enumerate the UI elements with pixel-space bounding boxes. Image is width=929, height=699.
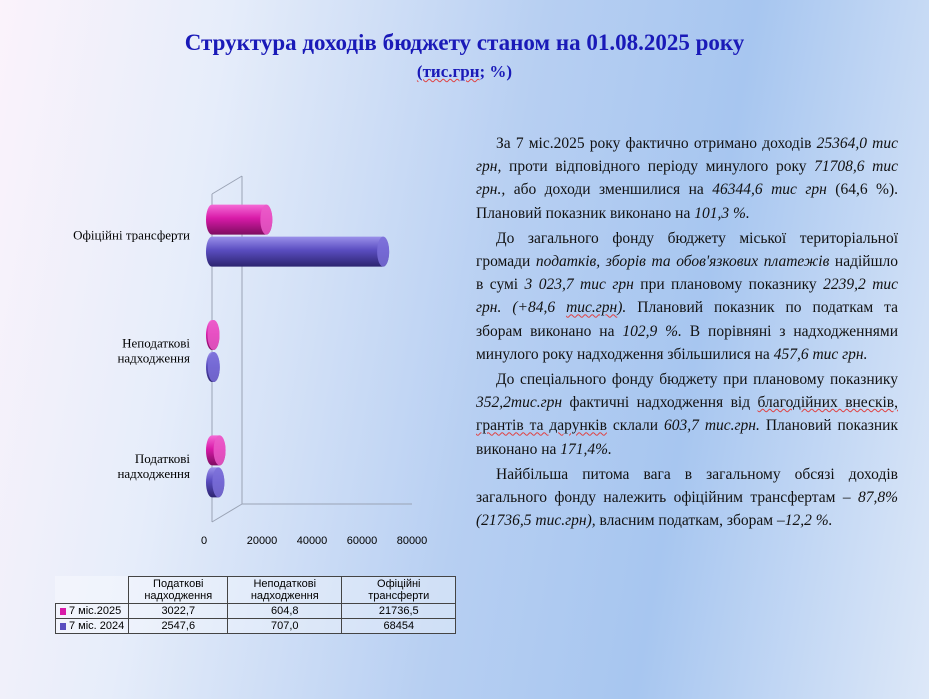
legend-swatch-magenta — [60, 608, 66, 615]
category-label: Податкові надходження — [117, 450, 190, 481]
chart-category-labels — [73, 228, 190, 481]
table-cell: 604,8 — [228, 604, 342, 619]
frame-edge — [212, 176, 242, 194]
bar-cap — [208, 320, 220, 350]
table-header: Податкові надходження — [129, 577, 228, 604]
chart-x-tick-labels — [201, 535, 427, 547]
summary-paragraph: До загального фонду бюджету міської територіальної громади податків, зборів та обов'язкових платежів надійшло в сумі 3 023,7 тис грн при плановому показнику 2239,2 тис грн. (+84,6 тис.грн). Плановий показник по податкам та зборам виконано на 102,9 %. В порівняні з надходженнями минулого року надходження збільшилися на 457,6 тис грн. — [476, 229, 899, 363]
x-tick-label: 60000 — [346, 535, 378, 547]
bar-cap — [212, 467, 224, 497]
legend-key-2024: 7 міс. 2024 — [56, 619, 129, 634]
chart-data-table — [55, 576, 456, 634]
income-structure-chart — [40, 150, 440, 560]
x-tick-label: 40000 — [296, 535, 328, 547]
table-cell: 3022,7 — [129, 604, 228, 619]
chart-bars — [206, 205, 389, 498]
table-cell: 21736,5 — [342, 604, 456, 619]
summary-paragraph: За 7 міс.2025 року фактично отримано доходів 25364,0 тис грн, проти відповідного періоду минулого року 71708,6 тис грн., або доходи зменшилися на 46344,6 тис грн (64,6 %). Плановий показник виконано на 101,3 %. — [476, 135, 898, 222]
x-tick-label: 80000 — [396, 535, 428, 547]
bar-2024 — [206, 237, 389, 267]
bar-cap — [260, 205, 272, 235]
category-label: Неподаткові надходження — [117, 335, 190, 366]
table-cell: 707,0 — [228, 619, 342, 634]
table-header: Офіційні трансферти — [342, 577, 456, 604]
page-title: Структура доходів бюджету станом на 01.08.2025 року — [184, 30, 745, 55]
table-header-row — [56, 577, 456, 604]
x-tick-label: 20000 — [246, 535, 278, 547]
table-header: Неподаткові надходження — [228, 577, 342, 604]
frame-edge — [212, 504, 242, 522]
subtitle-unit: (тис.грн — [416, 62, 480, 81]
bar-cap — [208, 352, 220, 382]
bar-cap — [214, 435, 226, 465]
summary-paragraph: Найбільша питома вага в загальному обсязі доходів загального фонду належить офіційним трансфертам – 87,8% (21736,5 тис.грн), власним податкам, зборам –12,2 %. — [476, 465, 898, 530]
table-row — [56, 604, 456, 619]
table-corner — [56, 577, 129, 604]
summary-paragraph: До спеціального фонду бюджету при плановому показнику 352,2тис.грн фактичні надходження від благодійних внесків, грантів та дарунків склали 603,7 тис.грн. Плановий показник виконано на 171,4%. — [476, 371, 898, 458]
page-subtitle — [0, 62, 929, 82]
table-cell: 2547,6 — [129, 619, 228, 634]
category-label: Офіційні трансферти — [73, 227, 190, 243]
table-row — [56, 619, 456, 634]
x-tick-label: 0 — [200, 535, 208, 547]
bar-cap — [377, 237, 389, 267]
legend-key-2025: 7 міс.2025 — [56, 604, 129, 619]
summary-text — [476, 132, 898, 534]
legend-swatch-blue — [60, 623, 66, 630]
table-cell: 68454 — [342, 619, 456, 634]
subtitle-rest: ; %) — [479, 62, 513, 81]
